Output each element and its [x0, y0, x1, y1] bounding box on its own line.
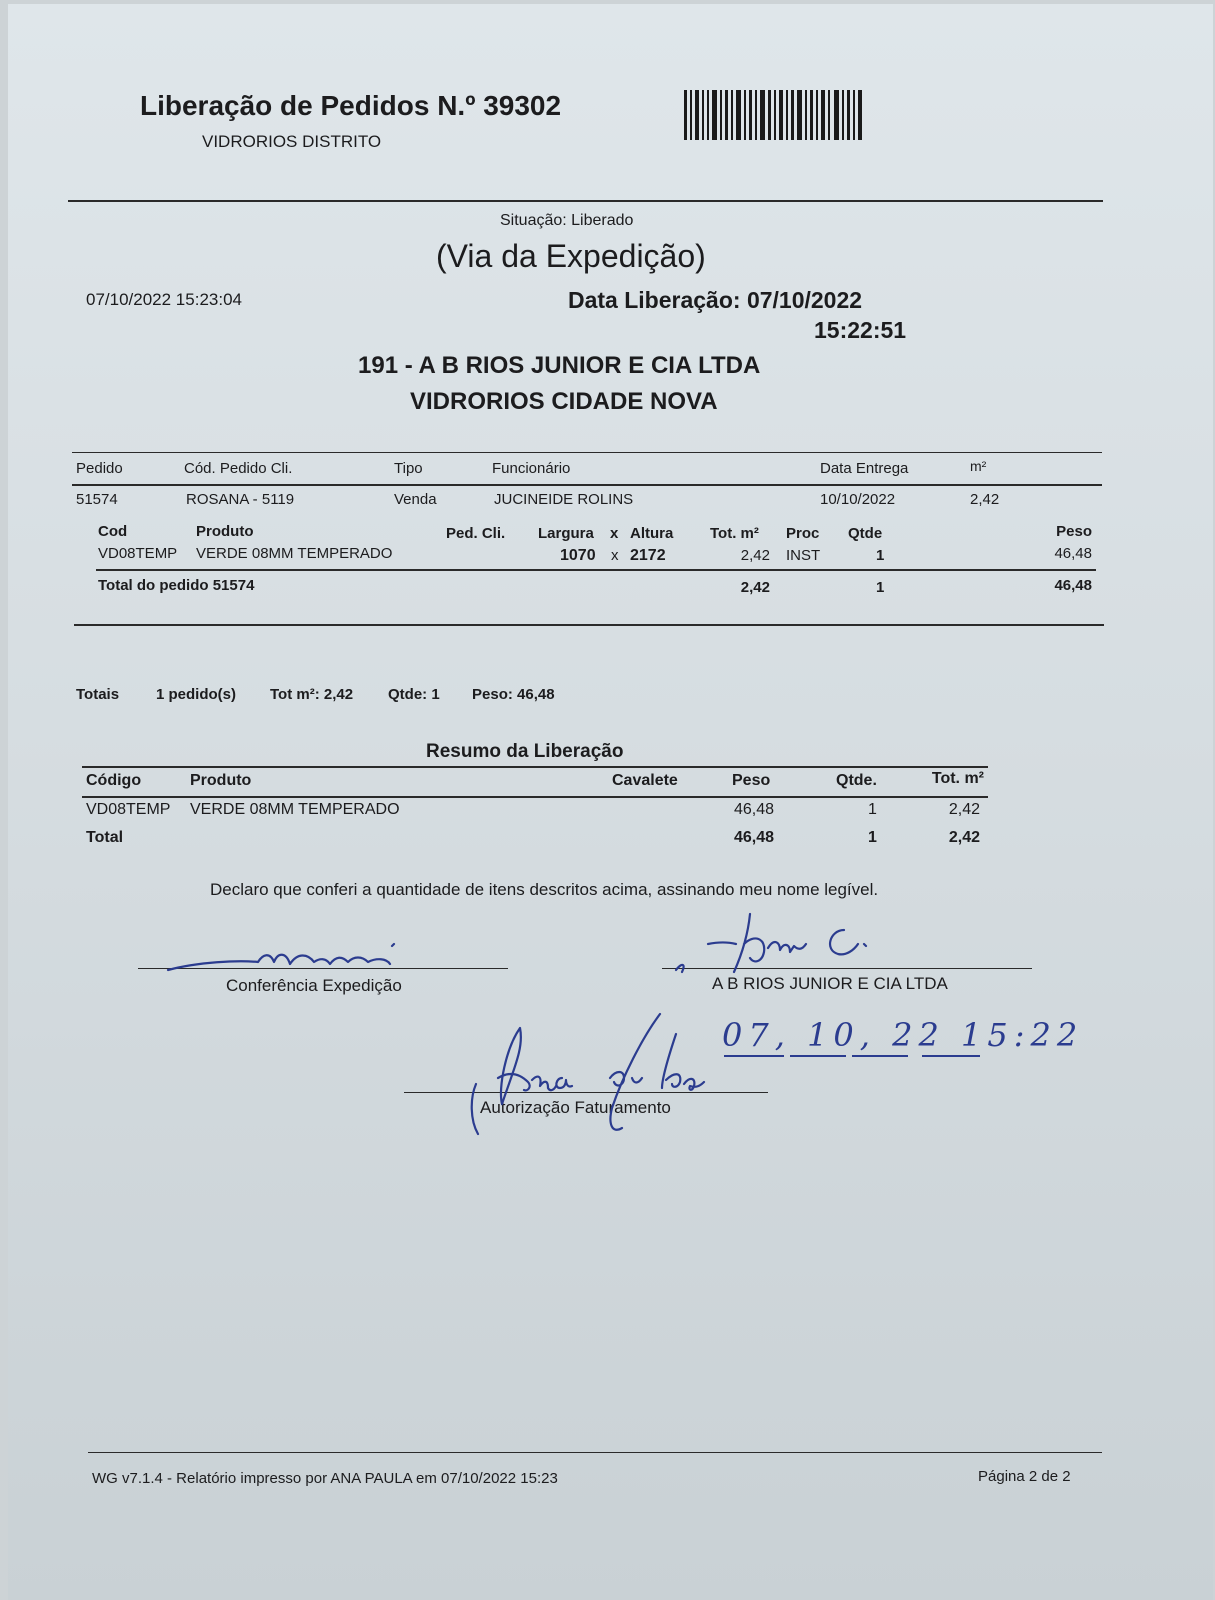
handwritten-date-text: 07, 10, 22 15:22 — [722, 1016, 1084, 1054]
header-divider — [68, 200, 1103, 202]
item-qtde: 1 — [876, 547, 885, 564]
signature-autorizacao — [462, 1008, 712, 1148]
item-x: x — [611, 547, 619, 564]
item-col-x: x — [610, 525, 619, 542]
barcode — [684, 90, 864, 145]
summary-title: Resumo da Liberação — [426, 741, 624, 762]
item-col-cod: Cod — [98, 523, 128, 540]
item-altura: 2172 — [630, 547, 666, 564]
item-col-produto: Produto — [196, 523, 254, 540]
col-data-entrega: Data Entrega — [820, 460, 909, 477]
order-total-m2: 2,42 — [740, 579, 770, 596]
item-col-altura: Altura — [630, 525, 674, 542]
summary-col-produto: Produto — [190, 772, 252, 789]
summary-total-tot-m2: 2,42 — [948, 829, 980, 846]
signature-cliente — [664, 904, 924, 984]
print-datetime: 07/10/2022 15:23:04 — [86, 290, 242, 309]
cell-funcionario: JUCINEIDE ROLINS — [494, 491, 634, 508]
item-col-largura: Largura — [538, 525, 594, 542]
client-branch: VIDRORIOS CIDADE NOVA — [410, 388, 718, 415]
client-name: 191 - A B RIOS JUNIOR E CIA LTDA — [358, 352, 761, 379]
summary-total-qtde: 1 — [868, 829, 877, 846]
summary-peso: 46,48 — [733, 801, 774, 818]
footer-rule — [88, 1452, 1102, 1453]
item-col-proc: Proc — [786, 525, 820, 542]
item-tot-m2: 2,42 — [740, 547, 770, 564]
release-date: Data Liberação: 07/10/2022 — [568, 287, 863, 313]
page-number: Página 2 de 2 — [978, 1468, 1071, 1485]
order-total-qtde: 1 — [876, 579, 885, 596]
summary-codigo: VD08TEMP — [86, 801, 171, 818]
cell-tipo: Venda — [394, 491, 437, 508]
order-total-peso: 46,48 — [1054, 577, 1092, 594]
item-col-qtde: Qtde — [848, 525, 883, 542]
summary-top-rule — [82, 766, 988, 768]
item-col-ped-cli: Ped. Cli. — [446, 525, 506, 542]
item-peso: 46,48 — [1054, 545, 1092, 562]
handwritten-date — [722, 1016, 1083, 1054]
item-cod: VD08TEMP — [98, 545, 178, 562]
cell-m2: 2,42 — [970, 491, 1000, 508]
item-proc: INST — [786, 547, 821, 564]
signature-conferencia — [158, 932, 418, 982]
order-table-top-rule — [72, 452, 1102, 453]
document-title: Liberação de Pedidos N.º 39302 — [140, 90, 562, 121]
summary-header-rule — [82, 796, 988, 798]
item-total-rule — [96, 569, 1096, 571]
totals-m2: Tot m²: 2,42 — [270, 686, 354, 703]
totals-pedidos: 1 pedido(s) — [156, 686, 237, 703]
signature-label-conferencia: Conferência Expedição — [226, 976, 402, 995]
summary-col-tot-m2: Tot. m² — [931, 770, 984, 787]
col-pedido: Pedido — [76, 460, 123, 477]
totals-label: Totais — [76, 686, 120, 703]
summary-total-label: Total — [86, 829, 124, 846]
summary-col-peso: Peso — [732, 772, 771, 789]
signature-label-cliente: A B RIOS JUNIOR E CIA LTDA — [712, 974, 948, 993]
release-time: 15:22:51 — [814, 317, 907, 343]
item-largura: 1070 — [560, 547, 596, 564]
summary-tot-m2: 2,42 — [948, 801, 980, 818]
summary-col-codigo: Código — [86, 772, 142, 789]
declaration-text: Declaro que conferi a quantidade de itens descritos acima, assinando meu nome legível. — [210, 880, 879, 899]
order-table-header-rule — [72, 484, 1102, 486]
status-text: Situação: Liberado — [500, 212, 634, 229]
cell-cod-pedido-cli: ROSANA - 5119 — [186, 491, 295, 508]
order-table-bottom-rule — [74, 624, 1104, 626]
cell-data-entrega: 10/10/2022 — [820, 491, 896, 508]
col-funcionario: Funcionário — [492, 460, 571, 477]
document-page — [8, 4, 1213, 1600]
signature-label-autorizacao: Autorização Faturamento — [480, 1098, 671, 1117]
totals-peso: Peso: 46,48 — [472, 686, 555, 703]
summary-col-qtde: Qtde. — [836, 772, 877, 789]
footer-print-info: WG v7.1.4 - Relatório impresso por ANA PAULA em 07/10/2022 15:23 — [92, 1470, 558, 1487]
summary-col-cavalete: Cavalete — [612, 772, 678, 789]
col-cod-pedido-cli: Cód. Pedido Cli. — [184, 460, 293, 477]
via-label: (Via da Expedição) — [436, 238, 706, 274]
summary-qtde: 1 — [868, 801, 877, 818]
summary-produto: VERDE 08MM TEMPERADO — [190, 801, 400, 818]
col-m2: m² — [970, 458, 987, 474]
totals-qtde: Qtde: 1 — [388, 686, 440, 703]
col-tipo: Tipo — [394, 460, 423, 477]
item-col-tot-m2: Tot. m² — [710, 525, 759, 542]
order-total-label: Total do pedido 51574 — [98, 577, 255, 594]
item-col-peso: Peso — [1056, 523, 1092, 540]
cell-pedido: 51574 — [76, 491, 118, 508]
item-produto: VERDE 08MM TEMPERADO — [196, 545, 393, 562]
summary-total-peso: 46,48 — [733, 829, 774, 846]
document-subtitle: VIDRORIOS DISTRITO — [202, 132, 382, 151]
